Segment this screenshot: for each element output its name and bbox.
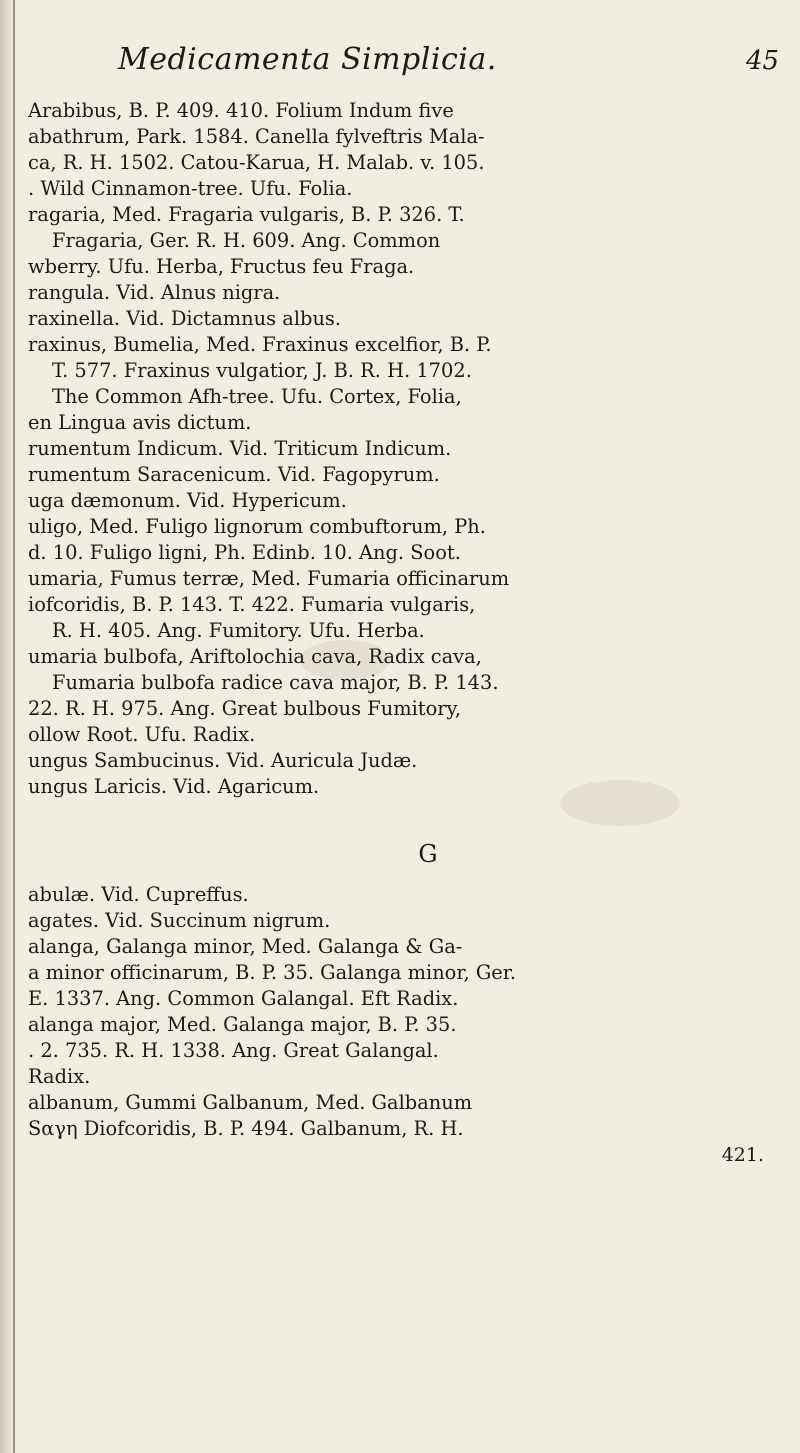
entry-line: 22. R. H. 975. Ang. Great bulbous Fumitory, bbox=[28, 697, 462, 720]
entry-line: raxinus, Bumelia, Med. Fraxinus excelfior, B. P. bbox=[28, 333, 492, 356]
section-letter: G bbox=[418, 840, 438, 868]
entry-line: R. H. 405. Ang. Fumitory. Ufu. Herba. bbox=[52, 619, 425, 642]
entry-line: Fumaria bulbofa radice cava major, B. P. 143. bbox=[52, 671, 499, 694]
entry-line: . Wild Cinnamon-tree. Ufu. Folia. bbox=[28, 177, 353, 200]
entry-line: ungus Laricis. Vid. Agaricum. bbox=[28, 775, 320, 798]
running-head: Medicamenta Simplicia. bbox=[118, 42, 497, 77]
entry-line: alanga, Galanga minor, Med. Galanga & Ga- bbox=[28, 935, 463, 958]
binding-gutter bbox=[0, 0, 14, 1453]
entry-line: agates. Vid. Succinum nigrum. bbox=[28, 909, 331, 932]
entry-line: uga dæmonum. Vid. Hypericum. bbox=[28, 489, 347, 512]
entry-line: raxinella. Vid. Dictamnus albus. bbox=[28, 307, 342, 330]
catchword: 421. bbox=[721, 1144, 764, 1166]
entry-line: Radix. bbox=[28, 1065, 91, 1088]
entry-line: E. 1337. Ang. Common Galangal. Eft Radix. bbox=[28, 987, 459, 1010]
page-number: 45 bbox=[746, 46, 780, 76]
entry-line: albanum, Gummi Galbanum, Med. Galbanum bbox=[28, 1091, 473, 1114]
entry-line: ragaria, Med. Fragaria vulgaris, B. P. 326. T. bbox=[28, 203, 465, 226]
bleed-through-gap bbox=[28, 800, 788, 826]
entry-line: umaria bulbofa, Ariftolochia cava, Radix cava, bbox=[28, 645, 482, 668]
gutter-rule bbox=[13, 0, 15, 1453]
entry-line: ollow Root. Ufu. Radix. bbox=[28, 723, 256, 746]
entry-line: Arabibus, B. P. 409. 410. Folium Indum five bbox=[28, 99, 454, 122]
entry-list bbox=[28, 98, 788, 1168]
entry-line: iofcoridis, B. P. 143. T. 422. Fumaria vulgaris, bbox=[28, 593, 476, 616]
entry-line: abulæ. Vid. Cupreffus. bbox=[28, 883, 249, 906]
entry-line: . 2. 735. R. H. 1338. Ang. Great Galangal. bbox=[28, 1039, 439, 1062]
entry-line: rumentum Saracenicum. Vid. Fagopyrum. bbox=[28, 463, 440, 486]
entry-line: ca, R. H. 1502. Catou-Karua, H. Malab. v. 105. bbox=[28, 151, 485, 174]
entry-line: The Common Afh-tree. Ufu. Cortex, Folia, bbox=[52, 385, 462, 408]
entry-line: umaria, Fumus terræ, Med. Fumaria officinarum bbox=[28, 567, 510, 590]
entry-line: T. 577. Fraxinus vulgatior, J. B. R. H. 1702. bbox=[52, 359, 472, 382]
entry-line: wberry. Ufu. Herba, Fructus feu Fraga. bbox=[28, 255, 415, 278]
entry-line: Sαγη Diofcoridis, B. P. 494. Galbanum, R. H. bbox=[28, 1117, 464, 1140]
entry-line: d. 10. Fuligo ligni, Ph. Edinb. 10. Ang. Soot. bbox=[28, 541, 461, 564]
entry-line: rumentum Indicum. Vid. Triticum Indicum. bbox=[28, 437, 452, 460]
entry-line: abathrum, Park. 1584. Canella fylveftris Mala- bbox=[28, 125, 485, 148]
entry-line: ungus Sambucinus. Vid. Auricula Judæ. bbox=[28, 749, 418, 772]
entry-line: alanga major, Med. Galanga major, B. P. 35. bbox=[28, 1013, 457, 1036]
entry-line: rangula. Vid. Alnus nigra. bbox=[28, 281, 281, 304]
entry-line: uligo, Med. Fuligo lignorum combuftorum, Ph. bbox=[28, 515, 486, 538]
entry-line: Fragaria, Ger. R. H. 609. Ang. Common bbox=[52, 229, 441, 252]
entry-line: a minor officinarum, B. P. 35. Galanga minor, Ger. bbox=[28, 961, 517, 984]
entry-line: en Lingua avis dictum. bbox=[28, 411, 252, 434]
